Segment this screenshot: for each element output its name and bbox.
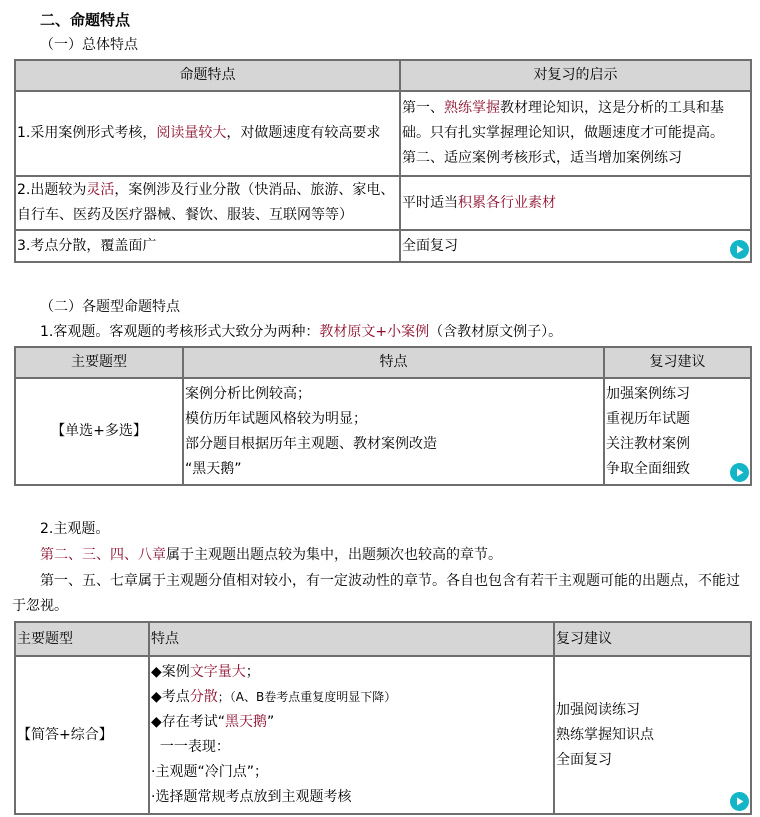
highlight-text: 文字量大 [189, 664, 246, 680]
table-header-row [15, 347, 751, 378]
table-row [15, 91, 751, 176]
subjective-para2-line1: 第一、五、七章属于主观题分值相对较小，有一定波动性的章节。各自也包含有若干主观题可能的出题点，不能过 [40, 573, 740, 589]
table-header-row [15, 60, 751, 91]
objective-table [14, 346, 752, 486]
subjective-para2-line2: 于忽视。 [12, 598, 68, 614]
highlight-text: 分散 [189, 689, 218, 705]
table-row [15, 378, 751, 485]
by-type-subtitle: （二）各题型命题特点 [40, 299, 180, 315]
advice-cell: 全面复习 [400, 230, 751, 262]
overall-subtitle: （一）总体特点 [40, 37, 138, 53]
header-advice: 对复习的启示 [400, 60, 751, 91]
objective-intro: 1.客观题。客观题的考核形式大致分为两种：教材原文+小案例（含教材原文例子）。 [40, 324, 563, 340]
highlight-text: 阅读量较大 [156, 125, 227, 141]
header-feature: 特点 [183, 347, 604, 378]
subjective-table [14, 621, 752, 815]
advice-cell: 加强案例练习 重视历年试题 关注教材案例 争取全面细致 [604, 378, 751, 485]
play-circle-icon[interactable] [730, 240, 749, 259]
table-header-row [15, 622, 751, 656]
table-row [15, 176, 751, 230]
question-type-cell: 【简答+综合】 [15, 656, 149, 814]
advice-cell: 平时适当积累各行业素材 [400, 176, 751, 230]
feature-cell: 2.出题较为灵活，案例涉及行业分散（快消品、旅游、家电、 自行车、医药及医疗器械、餐饮、服装、互联网等等） [15, 176, 400, 230]
overall-features-table [14, 59, 752, 263]
header-advice: 复习建议 [604, 347, 751, 378]
advice-cell: 第一、熟练掌握教材理论知识，这是分析的工具和基 础。只有扎实掌握理论知识，做题速度才可能提高。 第二、适应案例考核形式，适当增加案例练习 [400, 91, 751, 176]
table-row [15, 656, 751, 814]
table-row [15, 230, 751, 262]
section-title: 二、命题特点 [40, 11, 131, 29]
play-circle-icon[interactable] [730, 792, 749, 811]
highlight-text: 第二、三、四、八章 [40, 547, 166, 563]
header-advice: 复习建议 [554, 622, 751, 656]
highlight-text: 灵活 [86, 182, 115, 198]
feature-cell: 1.采用案例形式考核，阅读量较大，对做题速度有较高要求 [15, 91, 400, 176]
play-circle-icon[interactable] [730, 463, 749, 482]
feature-cell: ◆案例文字量大； ◆考点分散；（A、B卷考点重复度明显下降） ◆存在考试“黑天鹅” 一一表现： ·主观题“冷门点”； ·选择题常规考点放到主观题考核 [149, 656, 554, 814]
header-feature: 命题特点 [15, 60, 400, 91]
highlight-text: 积累各行业素材 [458, 194, 556, 211]
question-type-cell: 【单选+多选】 [15, 378, 183, 485]
header-type: 主要题型 [15, 622, 149, 656]
advice-cell: 加强阅读练习 熟练掌握知识点 全面复习 [554, 656, 751, 814]
highlight-text: 熟练掌握 [444, 100, 500, 116]
highlight-text: 教材原文+小案例 [319, 324, 430, 340]
subjective-intro: 2.主观题。 [40, 521, 110, 537]
feature-cell: 案例分析比例较高； 模仿历年试题风格较为明显； 部分题目根据历年主观题、教材案例改造 “黑天鹅” [183, 378, 604, 485]
header-type: 主要题型 [15, 347, 183, 378]
highlight-text: 黑天鹅 [225, 714, 268, 730]
subjective-para1: 第二、三、四、八章属于主观题出题点较为集中，出题频次也较高的章节。 [40, 547, 502, 563]
header-feature: 特点 [149, 622, 554, 656]
feature-cell: 3.考点分散，覆盖面广 [15, 230, 400, 262]
